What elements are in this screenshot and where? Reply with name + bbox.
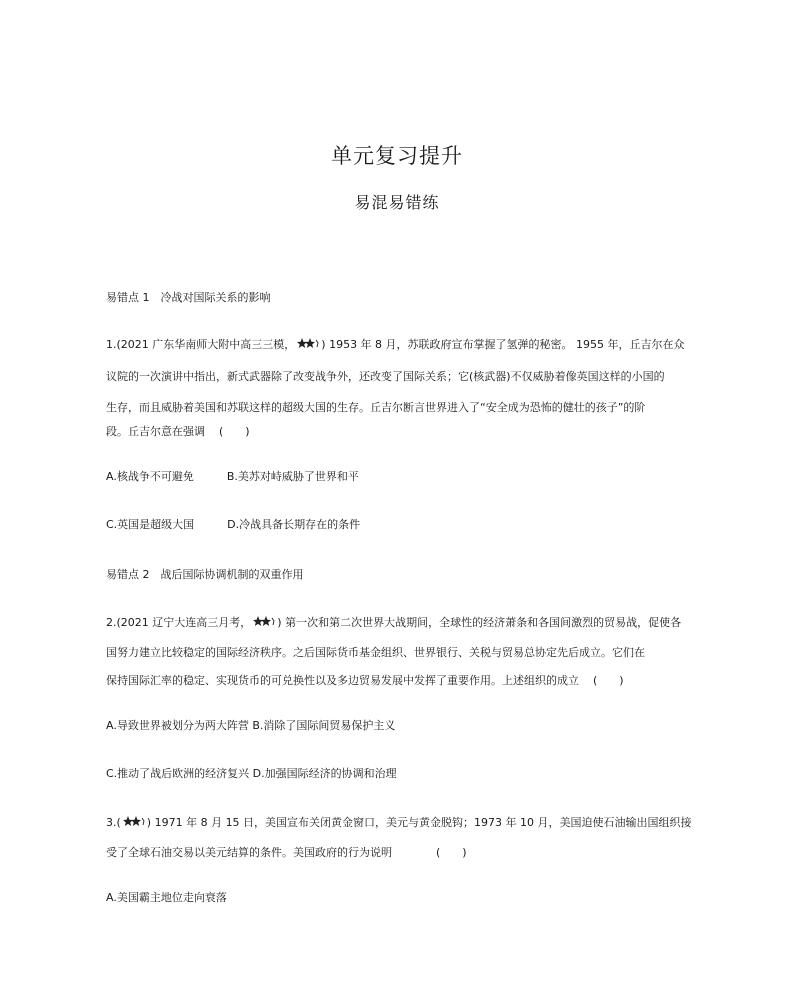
question-3-line-2	[106, 845, 467, 861]
question-number-source: 3.(	[106, 816, 121, 829]
question-3-line-1	[106, 815, 692, 831]
section-label: 易错点 1 冷战对国际关系的影响	[106, 291, 271, 304]
question-text: 受了全球石油交易以美元结算的条件。美国政府的行为说明	[106, 846, 392, 859]
question-1-line-1	[106, 337, 685, 353]
question-2-line-2: 国努力建立比较稳定的国际经济秩序。之后国际货币基金组织、世界银行、关税与贸易总协定先后成立。它们在	[106, 646, 645, 659]
question-number-source: 2.(2021 辽宁大连高三月考，	[106, 616, 252, 629]
question-text: 保持国际汇率的稳定、实现货币的可兑换性以及多边贸易发展中发挥了重要作用。上述组织的成立	[106, 674, 579, 687]
section-label: 易错点 2 战后国际协调机制的双重作用	[106, 568, 304, 581]
question-number-source: 1.(2021 广东华南师大附中高三三模，	[106, 338, 296, 351]
question-1-line-3: 生存，而且威胁着美国和苏联这样的超级大国的生存。丘吉尔断言世界进入了“安全成为恐怖的健壮的孩子”的阶	[106, 401, 646, 414]
page-subtitle: 易混易错练	[354, 193, 440, 212]
difficulty-stars-icon	[123, 816, 145, 828]
question-text: ) 1953 年 8 月，苏联政府宣布掌握了氢弹的秘密。 1955 年，丘吉尔在众	[321, 338, 685, 351]
question-3-option-a: A.美国霸主地位走向衰落	[106, 891, 227, 904]
page-title: 单元复习提升	[331, 144, 463, 168]
answer-paren: ( )	[593, 674, 624, 687]
answer-paren: ( )	[436, 846, 467, 859]
question-2-options-cd: C.推动了战后欧洲的经济复兴 D.加强国际经济的协调和治理	[106, 767, 397, 780]
question-2-line-1	[106, 615, 681, 631]
question-1-line-2: 议院的一次演讲中指出，新式武器除了改变战争外，还改变了国际关系；它(核武器)不仅威胁着像英国这样的小国的	[106, 370, 665, 383]
question-text: 段。丘吉尔意在强调	[106, 425, 205, 438]
question-1-line-4	[106, 424, 250, 440]
question-text: ) 第一次和第二次世界大战期间，全球性的经济萧条和各国间激烈的贸易战，促使各	[277, 616, 682, 629]
question-1-options-ab: A.核战争不可避免 B.美苏对峙威胁了世界和平	[106, 470, 359, 483]
question-text: ) 1971 年 8 月 15 日，美国宣布关闭黄金窗口，美元与黄金脱钩；1973 年 10 月，美国迫使石油输出国组织接	[146, 816, 692, 829]
question-2-line-3	[106, 673, 624, 689]
difficulty-stars-icon	[297, 338, 319, 350]
answer-paren: ( )	[219, 425, 250, 438]
difficulty-stars-icon	[253, 616, 275, 628]
question-1-options-cd: C.英国是超级大国 D.冷战具备长期存在的条件	[106, 518, 361, 531]
question-2-options-ab: A.导致世界被划分为两大阵营 B.消除了国际间贸易保护主义	[106, 719, 396, 732]
